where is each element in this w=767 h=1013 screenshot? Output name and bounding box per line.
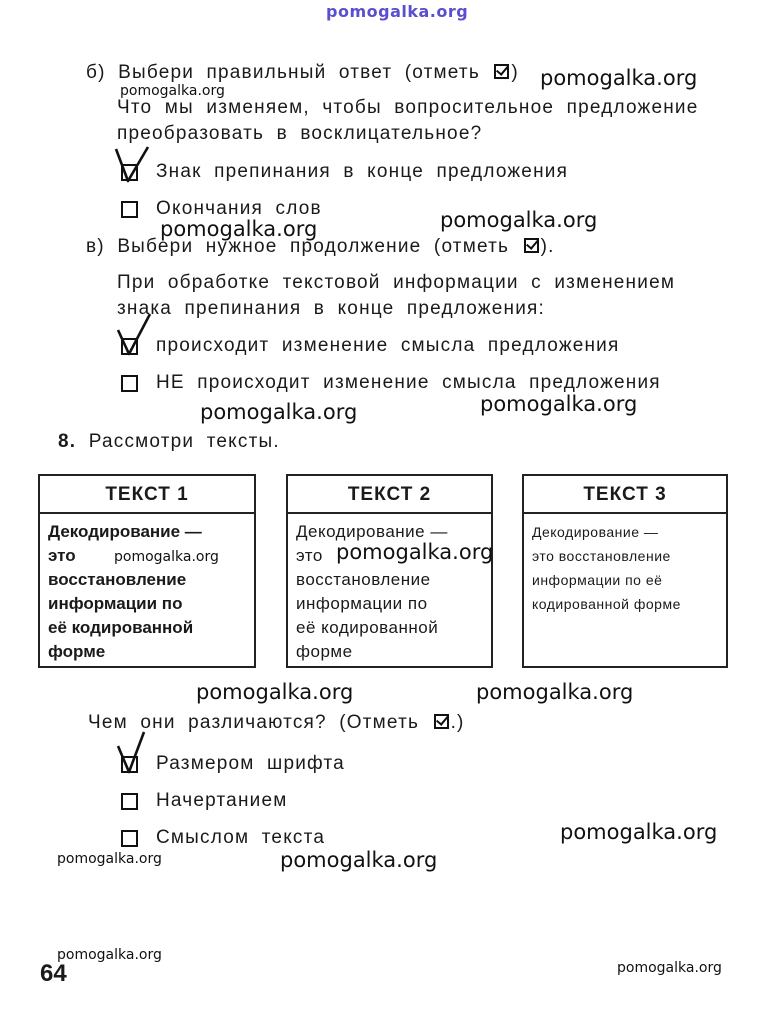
- watermark: pomogalka.org: [480, 392, 638, 416]
- page-number: 64: [40, 960, 67, 987]
- checked-box-icon: [494, 64, 509, 79]
- task8-option-2: Начертанием: [156, 790, 288, 811]
- watermark: pomogalka.org: [57, 851, 162, 867]
- section-b-question-line2: преобразовать в восклицательное?: [117, 123, 483, 144]
- text-line: её кодированной: [48, 618, 194, 637]
- option-checkbox[interactable]: [121, 793, 138, 810]
- watermark: pomogalka.org: [120, 83, 225, 99]
- text-line: форме: [48, 642, 106, 661]
- section-b-instruction-text: Выбери правильный ответ (отметь: [118, 62, 480, 83]
- text-line: информации по: [296, 594, 428, 613]
- task8-question-end: .): [450, 712, 465, 733]
- text-card-2: [286, 474, 493, 668]
- text-card-body: [40, 514, 254, 664]
- watermark: pomogalka.org: [336, 540, 494, 564]
- text-line: это: [48, 546, 76, 565]
- watermark: pomogalka.org: [440, 208, 598, 232]
- watermark-top: pomogalka.org: [326, 2, 469, 21]
- watermark: pomogalka.org: [280, 848, 438, 872]
- section-v-instruction: [86, 236, 555, 258]
- handwritten-check-icon: [114, 730, 158, 778]
- handwritten-check-icon: [114, 312, 158, 360]
- option-checkbox[interactable]: [121, 375, 138, 392]
- section-v-label: в): [86, 236, 105, 257]
- checked-box-icon: [434, 714, 449, 729]
- text-card-title: ТЕКСТ 2: [288, 476, 491, 514]
- text-line: это: [296, 546, 323, 565]
- option-checkbox[interactable]: [121, 201, 138, 218]
- section-v-question-line2: знака препинания в конце предложения:: [117, 298, 545, 319]
- section-b-option-2: Окончания слов: [156, 198, 322, 219]
- text-line: это восстановление: [532, 548, 671, 564]
- text-line: её кодированной: [296, 618, 439, 637]
- text-line: восстановление: [48, 570, 187, 589]
- watermark: pomogalka.org: [540, 66, 698, 90]
- text-line: восстановление: [296, 570, 431, 589]
- text-card-3: [522, 474, 728, 668]
- section-v-option-1: происходит изменение смысла предложения: [156, 335, 620, 356]
- text-line: Декодирование —: [532, 524, 659, 540]
- text-line: информации по: [48, 594, 183, 613]
- watermark: pomogalka.org: [196, 680, 354, 704]
- watermark: pomogalka.org: [114, 549, 219, 565]
- text-line: кодированной форме: [532, 596, 681, 612]
- task8-question-text: Чем они различаются? (Отметь: [88, 712, 420, 733]
- checked-box-icon: [524, 238, 539, 253]
- watermark: pomogalka.org: [57, 947, 162, 963]
- handwritten-check-icon: [112, 145, 156, 187]
- task8-number: 8.: [58, 431, 77, 452]
- section-b-instruction: [86, 62, 519, 84]
- watermark: pomogalka.org: [617, 960, 722, 976]
- section-b-question-line1: Что мы изменяем, чтобы вопросительное предложение: [117, 97, 699, 118]
- section-b-instruction-end: ): [511, 62, 519, 83]
- task8-option-3: Смыслом текста: [156, 827, 326, 848]
- text-line: информации по её: [532, 572, 663, 588]
- section-v-instruction-text: Выбери нужное продолжение (отметь: [117, 236, 510, 257]
- watermark: pomogalka.org: [560, 820, 718, 844]
- section-b-option-1: Знак препинания в конце предложения: [156, 161, 569, 182]
- section-b-label: б): [86, 62, 106, 83]
- option-checkbox[interactable]: [121, 830, 138, 847]
- task8-option-1: Размером шрифта: [156, 753, 345, 774]
- watermark: pomogalka.org: [160, 217, 318, 241]
- text-card-1: [38, 474, 256, 668]
- text-line: форме: [296, 642, 353, 661]
- text-card-body: [288, 514, 494, 664]
- watermark: pomogalka.org: [476, 680, 634, 704]
- text-card-title: ТЕКСТ 1: [40, 476, 254, 514]
- text-line: Декодирование —: [48, 522, 202, 541]
- task8-header: [58, 431, 280, 453]
- text-card-title: ТЕКСТ 3: [524, 476, 726, 514]
- task8-instruction: Рассмотри тексты.: [88, 431, 280, 452]
- section-v-option-2: НЕ происходит изменение смысла предложения: [156, 372, 661, 393]
- watermark: pomogalka.org: [200, 400, 358, 424]
- text-card-body: [524, 514, 726, 616]
- text-line: Декодирование —: [296, 522, 448, 541]
- section-v-question-line1: При обработке текстовой информации с изменением: [117, 272, 676, 293]
- section-v-instruction-end: ).: [540, 236, 555, 257]
